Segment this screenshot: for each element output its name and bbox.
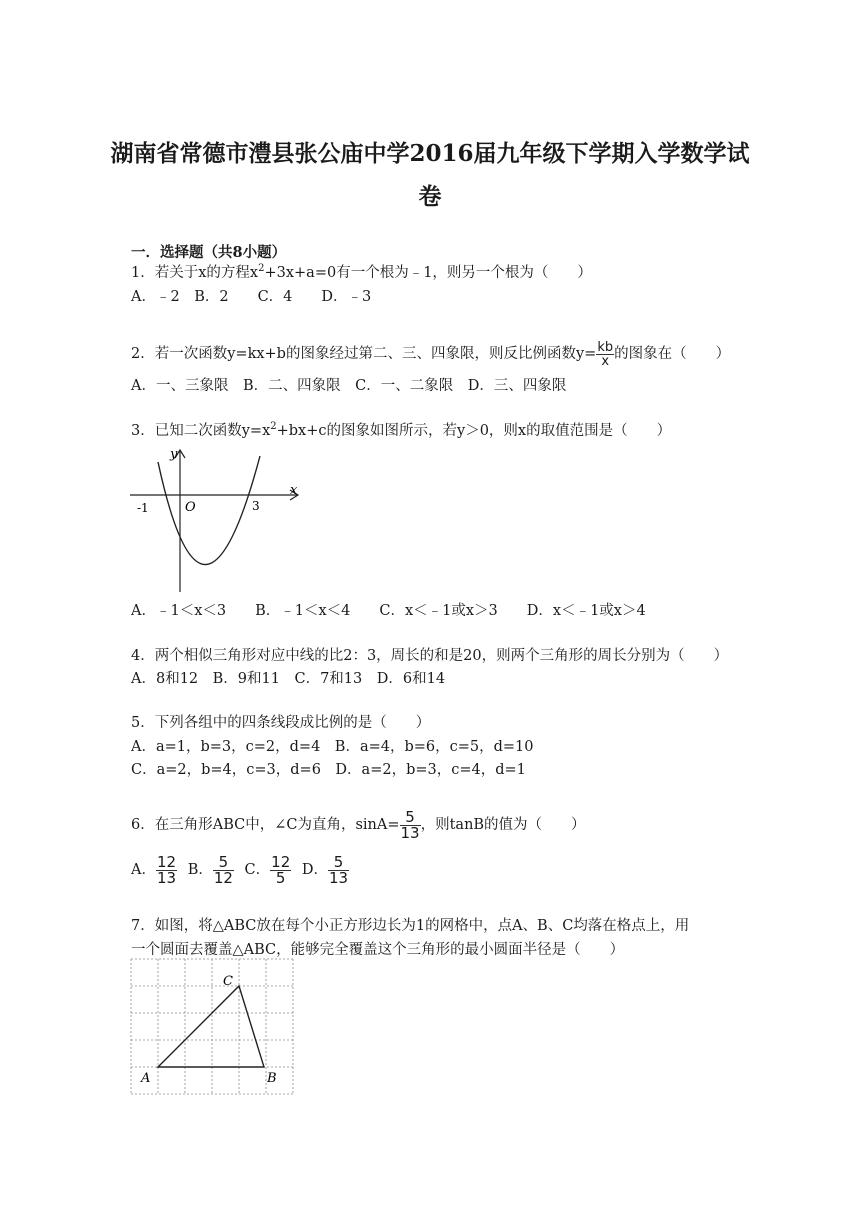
q6-option-a-numerator: 12 bbox=[156, 852, 177, 871]
q6-option-c-label: C． bbox=[244, 862, 271, 878]
q6-option-d bbox=[302, 852, 349, 888]
q6-option-a-fraction bbox=[156, 852, 177, 887]
question-2-stem bbox=[131, 338, 730, 370]
q3-stem-part-b: +bx+c的图象如图所示，若y＞0，则x的取值范围是（ ） bbox=[276, 423, 672, 439]
question-7-stem-line-2: 一个圆面去覆盖△ABC，能够完全覆盖这个三角形的最小圆面半径是（ ） bbox=[131, 942, 625, 958]
grid-triangle-figure bbox=[128, 958, 296, 1096]
q2-stem-part-b: 的图象在（ ） bbox=[614, 346, 731, 362]
question-6-stem bbox=[131, 808, 586, 842]
vertex-b-label: B bbox=[267, 1071, 277, 1086]
q2-stem-part-a: 2．若一次函数y=kx+b的图象经过第二、三、四象限，则反比例函数y= bbox=[131, 346, 597, 362]
question-2-options: A．一、三象限 B．二、四象限 C．一、二象限 D．三、四象限 bbox=[131, 378, 567, 394]
question-6-options bbox=[131, 852, 349, 888]
q6-option-a bbox=[131, 852, 177, 888]
root-right-label: 3 bbox=[252, 499, 260, 513]
q6-option-c-numerator: 12 bbox=[271, 852, 291, 871]
q6-fraction-numerator: 5 bbox=[400, 810, 421, 826]
q2-fraction-numerator: kb bbox=[597, 339, 614, 355]
parabola-graph bbox=[128, 444, 308, 596]
q1-stem-part-a: 1．若关于x的方程x bbox=[131, 265, 259, 281]
question-7-stem-line-1: 7．如图，将△ABC放在每个小正方形边长为1的网格中，点A、B、C均落在格点上，用 bbox=[131, 918, 690, 934]
x-axis-label: x bbox=[290, 483, 298, 498]
question-1-stem bbox=[131, 263, 592, 283]
q3-exponent: 2 bbox=[270, 421, 277, 433]
q2-fraction bbox=[596, 341, 614, 368]
question-5-stem: 5．下列各组中的四条线段成比例的是（ ） bbox=[131, 715, 431, 731]
q6-option-b-numerator: 5 bbox=[213, 855, 234, 871]
q6-option-d-label: D． bbox=[301, 862, 328, 878]
exam-title-line-1: 湖南省常德市澧县张公庙中学2016届九年级下学期入学数学试 bbox=[110, 140, 750, 167]
q6-option-c-denominator: 5 bbox=[275, 868, 286, 887]
q1-stem-part-b: +3x+a=0有一个根为﹣1，则另一个根为（ ） bbox=[264, 265, 592, 281]
q6-stem-part-a: 6．在三角形ABC中，∠C为直角，sinA= bbox=[131, 817, 400, 833]
vertex-c-label: C bbox=[223, 974, 233, 989]
q6-option-b bbox=[188, 852, 234, 888]
q2-fraction-denominator: x bbox=[601, 353, 610, 369]
q6-option-c-fraction bbox=[270, 852, 291, 887]
q6-option-c bbox=[245, 852, 292, 888]
question-4-options: A．8和12 B．9和11 C．7和13 D．6和14 bbox=[131, 671, 446, 687]
q6-stem-part-b: ，则tanB的值为（ ） bbox=[420, 817, 586, 833]
q6-fraction bbox=[400, 807, 421, 842]
q6-option-a-label: A． bbox=[131, 862, 156, 878]
parabola-curve bbox=[158, 456, 260, 565]
y-axis-label: y bbox=[170, 447, 178, 462]
root-left-label: -1 bbox=[137, 501, 149, 515]
question-4-stem: 4．两个相似三角形对应中线的比2：3，周长的和是20，则两个三角形的周长分别为（ ） bbox=[131, 648, 729, 664]
q6-fraction-denominator: 13 bbox=[400, 823, 420, 842]
q6-option-b-fraction bbox=[213, 852, 234, 887]
q6-option-b-denominator: 12 bbox=[213, 868, 233, 887]
q6-option-b-label: B． bbox=[187, 862, 213, 878]
q6-option-d-fraction bbox=[328, 852, 349, 887]
origin-label: O bbox=[185, 500, 196, 515]
question-5-options-row-2: C．a=2，b=4，c=3，d=6 D．a=2，b=3，c=4，d=1 bbox=[131, 762, 526, 778]
vertex-a-label: A bbox=[141, 1071, 151, 1086]
q3-stem-part-a: 3．已知二次函数y=x bbox=[131, 423, 271, 439]
question-3-options: A．﹣1＜x＜3 B．﹣1＜x＜4 C．x＜﹣1或x＞3 D．x＜﹣1或x＞4 bbox=[131, 603, 646, 619]
q6-option-d-numerator: 5 bbox=[328, 855, 349, 871]
question-5-options-row-1: A．a=1，b=3，c=2，d=4 B．a=4，b=6，c=5，d=10 bbox=[131, 739, 534, 755]
question-1-options: A．﹣2 B．2 C．4 D．﹣3 bbox=[131, 289, 372, 305]
q1-exponent: 2 bbox=[258, 263, 265, 275]
exam-title-line-2: 卷 bbox=[418, 183, 442, 210]
triangle-abc bbox=[158, 986, 264, 1067]
q6-option-a-denominator: 13 bbox=[156, 868, 177, 887]
section-heading: 一．选择题（共8小题） bbox=[131, 244, 287, 261]
q6-option-d-denominator: 13 bbox=[329, 868, 349, 887]
question-3-stem bbox=[131, 421, 671, 441]
